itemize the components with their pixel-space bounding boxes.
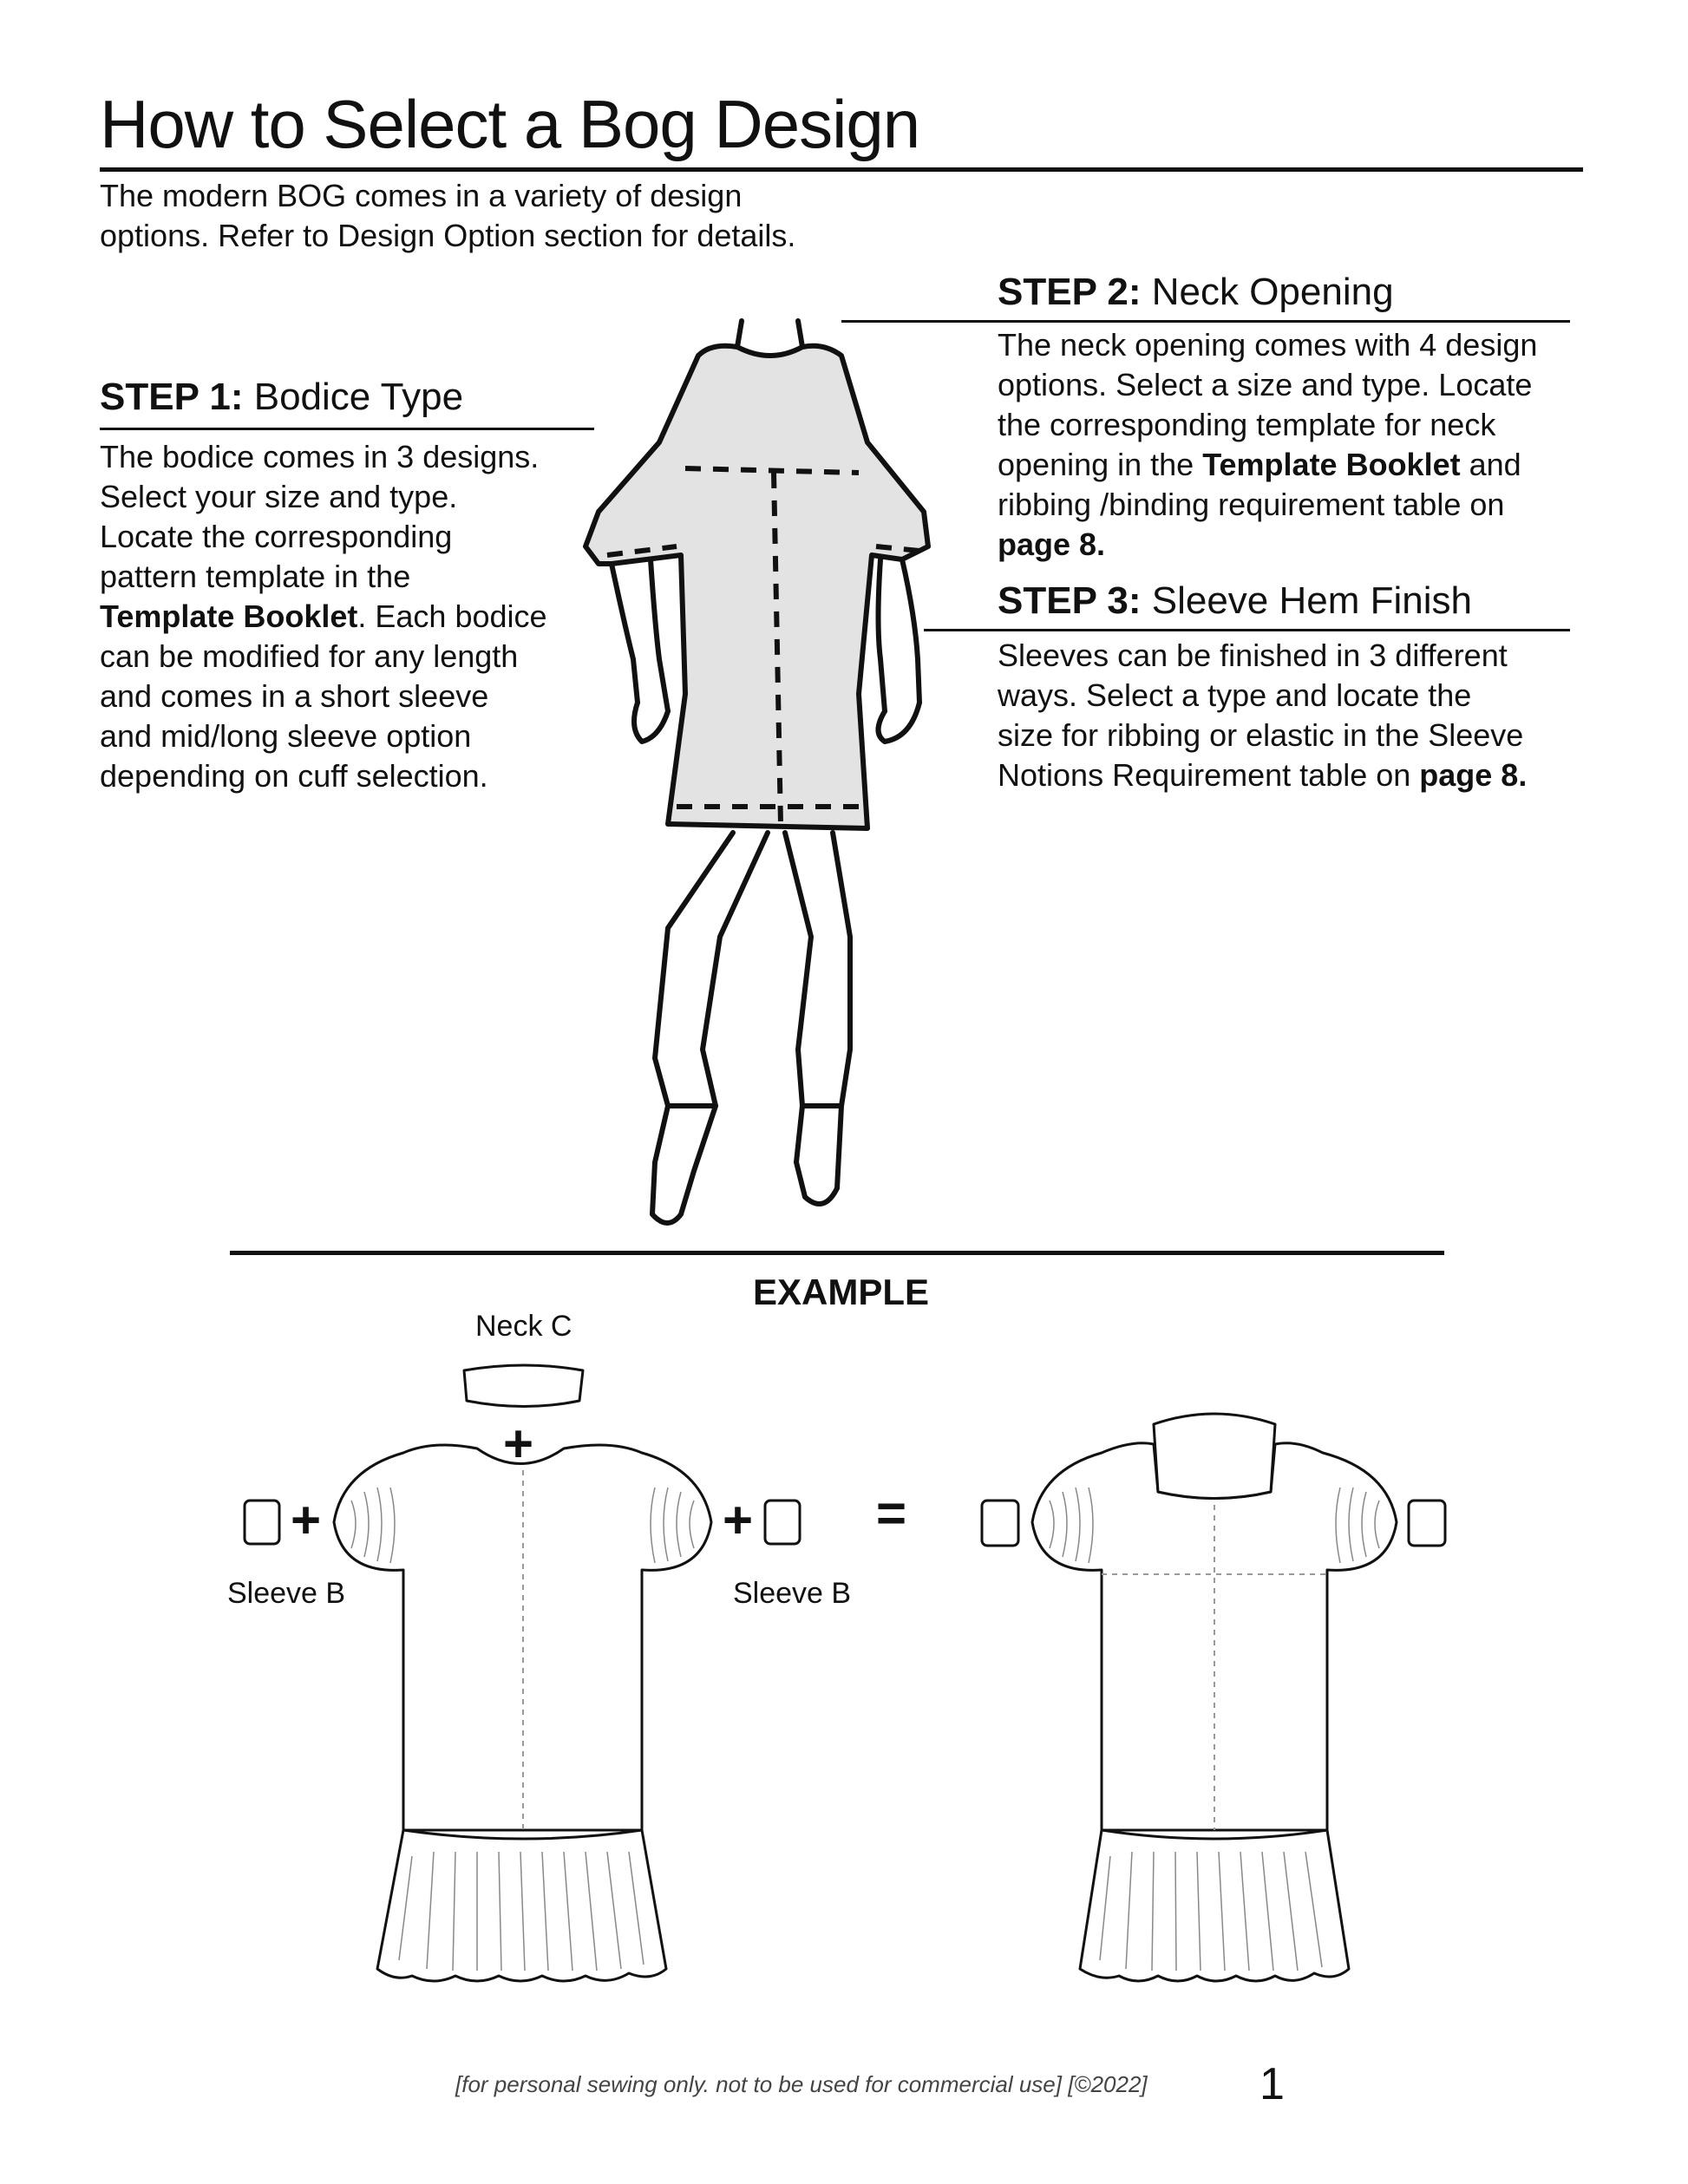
sleeve-right-label: Sleeve B [733, 1577, 852, 1610]
neck-label: Neck C [475, 1310, 572, 1343]
page-number: 1 [1259, 2059, 1285, 2109]
step2-heading: STEP 2: Neck Opening [998, 271, 1394, 313]
title-divider [100, 167, 1583, 172]
step1-heading: STEP 1: Bodice Type [100, 376, 464, 418]
sleeve-left-label: Sleeve B [227, 1577, 346, 1610]
plus-left-sleeve: + [291, 1491, 322, 1549]
figure-illustration [572, 295, 954, 1240]
step1-text: The bodice comes in 3 designs. Select your size and type. Locate the corresponding pattern template in the Template Booklet. Each bodice can be modified for any length and comes in a short sleeve and mid/long sleeve option depending on cuff selection. [100, 439, 547, 794]
plus-neck: + [503, 1415, 534, 1473]
example-assembled-diagram [972, 1405, 1457, 1995]
equals-sign: = [876, 1484, 907, 1542]
example-divider [230, 1251, 1444, 1255]
footer-note: [for personal sewing only. not to be used for commercial use] [©2022] [455, 2071, 1148, 2097]
page-title: How to Select a Bog Design [100, 86, 920, 162]
example-heading: EXAMPLE [753, 1272, 930, 1312]
step3-text: Sleeves can be finished in 3 different ways. Select a type and locate the size for ribbing or elastic in the Sleeve Notions Requirement table on page 8. [998, 638, 1528, 793]
intro-text: The modern BOG comes in a variety of design options. Refer to Design Option section for details. [100, 178, 796, 253]
plus-right-sleeve: + [723, 1491, 754, 1549]
step3-heading: STEP 3: Sleeve Hem Finish [998, 579, 1472, 622]
step1-divider [100, 428, 594, 430]
step2-text: The neck opening comes with 4 design options. Select a size and type. Locate the corresponding template for neck opening in the Template Booklet and ribbing /binding requirement table on page 8. [998, 327, 1538, 562]
example-pieces-diagram [234, 1362, 824, 1995]
step3-divider [924, 629, 1570, 631]
